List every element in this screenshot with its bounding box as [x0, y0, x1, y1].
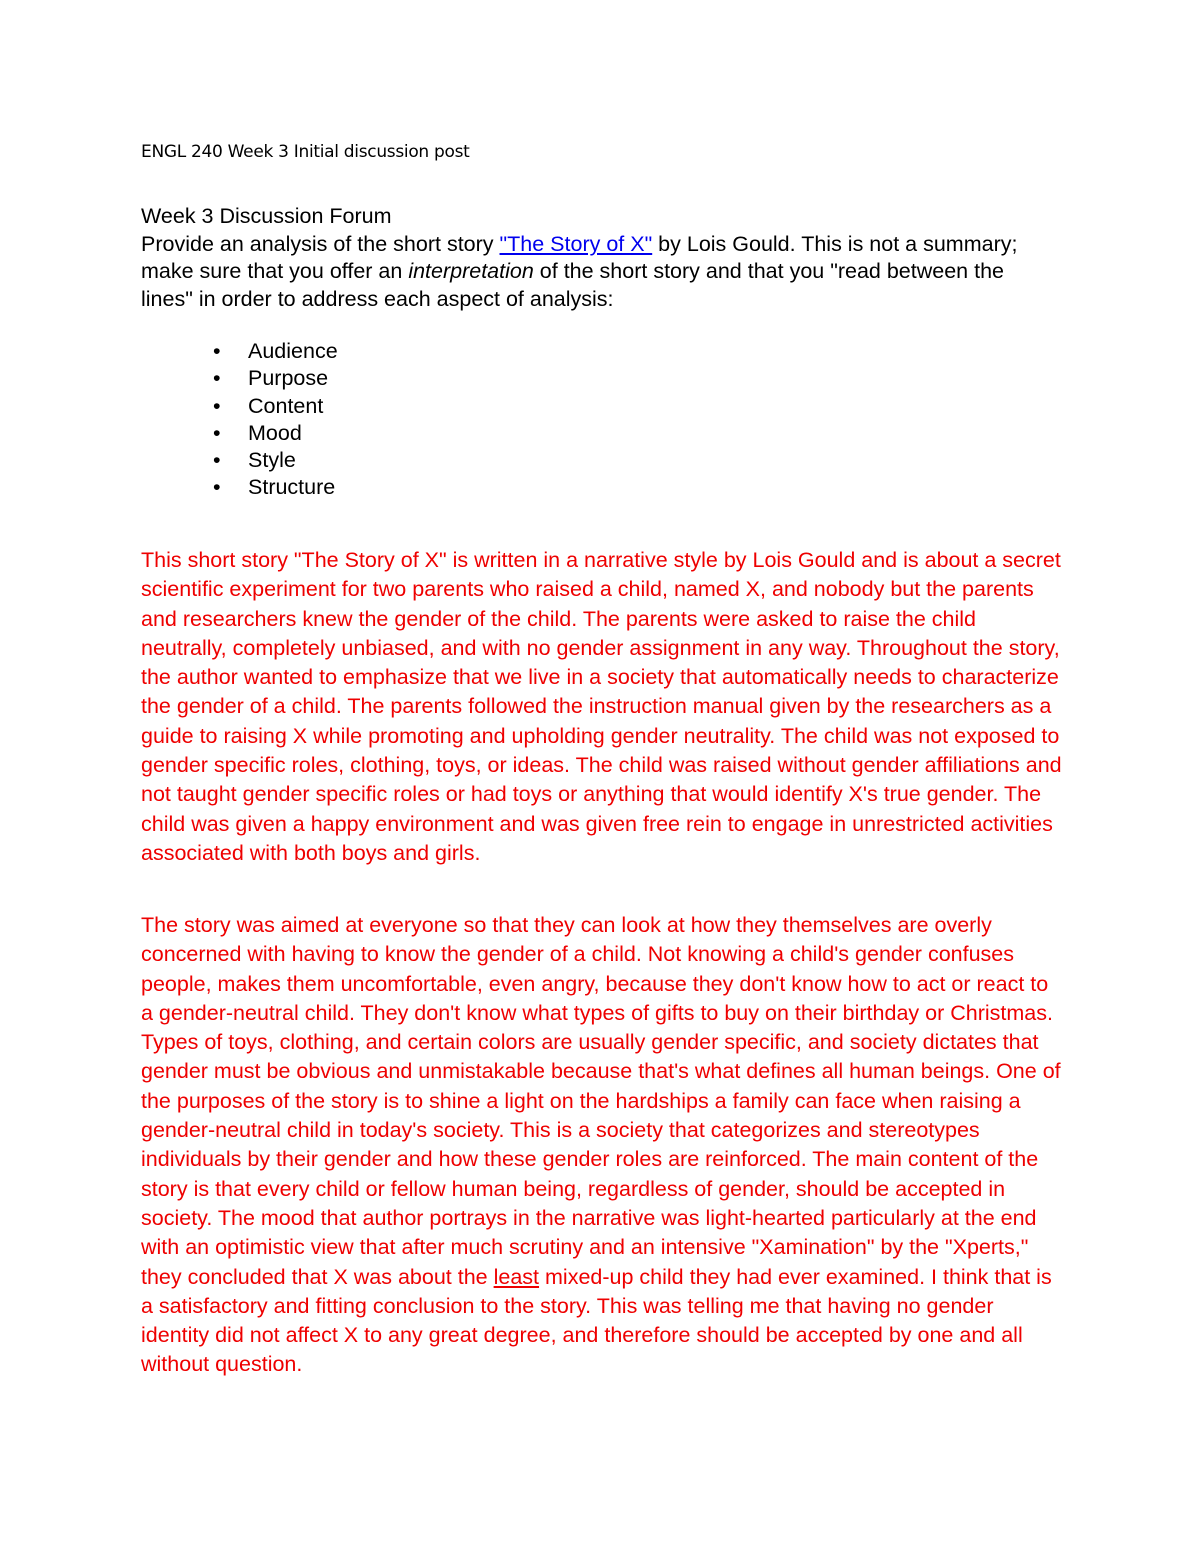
list-item	[141, 420, 338, 447]
aspect-label: Structure	[248, 475, 336, 500]
analysis-aspects-list	[141, 338, 338, 502]
bullet-icon: •	[213, 393, 221, 418]
list-item	[141, 447, 338, 474]
discussion-prompt	[141, 203, 1041, 313]
response-paragraph-2-text-after: mixed-up child they had ever examined. I think that is a satisfactory and fitting conclusion to the story. This was telling me that having no gender identity did not affect X to any great degree, and therefore should be accepted by one and all without question.	[141, 1264, 1052, 1377]
bullet-icon: •	[213, 420, 221, 445]
aspect-label: Audience	[248, 339, 338, 363]
response-paragraph-2	[141, 911, 1066, 1380]
bullet-icon: •	[213, 366, 221, 391]
prompt-text-end: of the short story and that you "read between the lines" in order to address each aspect of analysis:	[141, 259, 1004, 311]
response-paragraph-2-text-before: The story was aimed at everyone so that they can look at how they themselves are overly concerned with having to know the gender of a child. Not knowing a child's gender confuses people, makes them uncomfortable, even angry, because they don't know how to act or react to a gender-neutral child. They don't know what types of gifts to buy on their birthday or Christmas. Types of toys, clothing, and certain colors are usually gender specific, and society dictates that gender must be obvious and unmistakable because that's what defines all human beings. One of the purposes of the story is to shine a light on the hardships a family can face when raising a gender-neutral child in today's society. This is a society that categorizes and stereotypes individuals by their gender and how these gender roles are reinforced. The main content of the story is that every child or fellow human being, regardless of gender, should be accepted in society. The mood that author portrays in the narrative was light-hearted particularly at the end with an optimistic view that after much scrutiny and an intensive "Xamination" by the "Xperts," they concluded that X was about the	[141, 913, 1061, 1289]
bullet-icon: •	[213, 339, 221, 363]
aspect-label: Mood	[248, 420, 302, 445]
list-item	[141, 393, 338, 420]
prompt-emphasis: interpretation	[408, 259, 534, 283]
bullet-icon: •	[213, 448, 221, 473]
prompt-text-before-link: Provide an analysis of the short story	[141, 231, 500, 256]
response-paragraph-1: This short story "The Story of X" is written in a narrative style by Lois Gould and is about a secret scientific experiment for two parents who raised a child, named X, and nobody but the parents and researchers knew the gender of the child. The parents were asked to raise the child neutrally, completely unbiased, and with no gender assignment in any way. Throughout the story, the author wanted to emphasize that we live in a society that automatically needs to characterize the gender of a child. The parents followed the instruction manual given by the researchers as a guide to raising X while promoting and upholding gender neutrality. The child was not exposed to gender specific roles, clothing, toys, or ideas. The child was raised without gender affiliations and not taught gender specific roles or had toys or anything that would identify X's true gender. The child was given a happy environment and was given free rein to engage in unrestricted activities associated with both boys and girls.	[141, 548, 1062, 865]
aspect-label: Style	[248, 448, 296, 473]
aspect-label: Content	[248, 393, 324, 418]
prompt-heading: Week 3 Discussion Forum	[141, 204, 392, 228]
prompt-body	[141, 231, 1041, 314]
document-title: ENGL 240 Week 3 Initial discussion post	[141, 142, 470, 162]
underlined-word: least	[493, 1264, 540, 1289]
list-item	[141, 474, 338, 501]
prompt-text-after-link: by Lois Gould. This is not a summary; make sure that you offer an	[141, 231, 1018, 283]
list-item	[141, 365, 338, 392]
bullet-icon: •	[213, 475, 221, 500]
list-item	[141, 338, 338, 365]
aspect-label: Purpose	[248, 366, 329, 391]
story-link[interactable]: "The Story of X"	[499, 231, 653, 256]
